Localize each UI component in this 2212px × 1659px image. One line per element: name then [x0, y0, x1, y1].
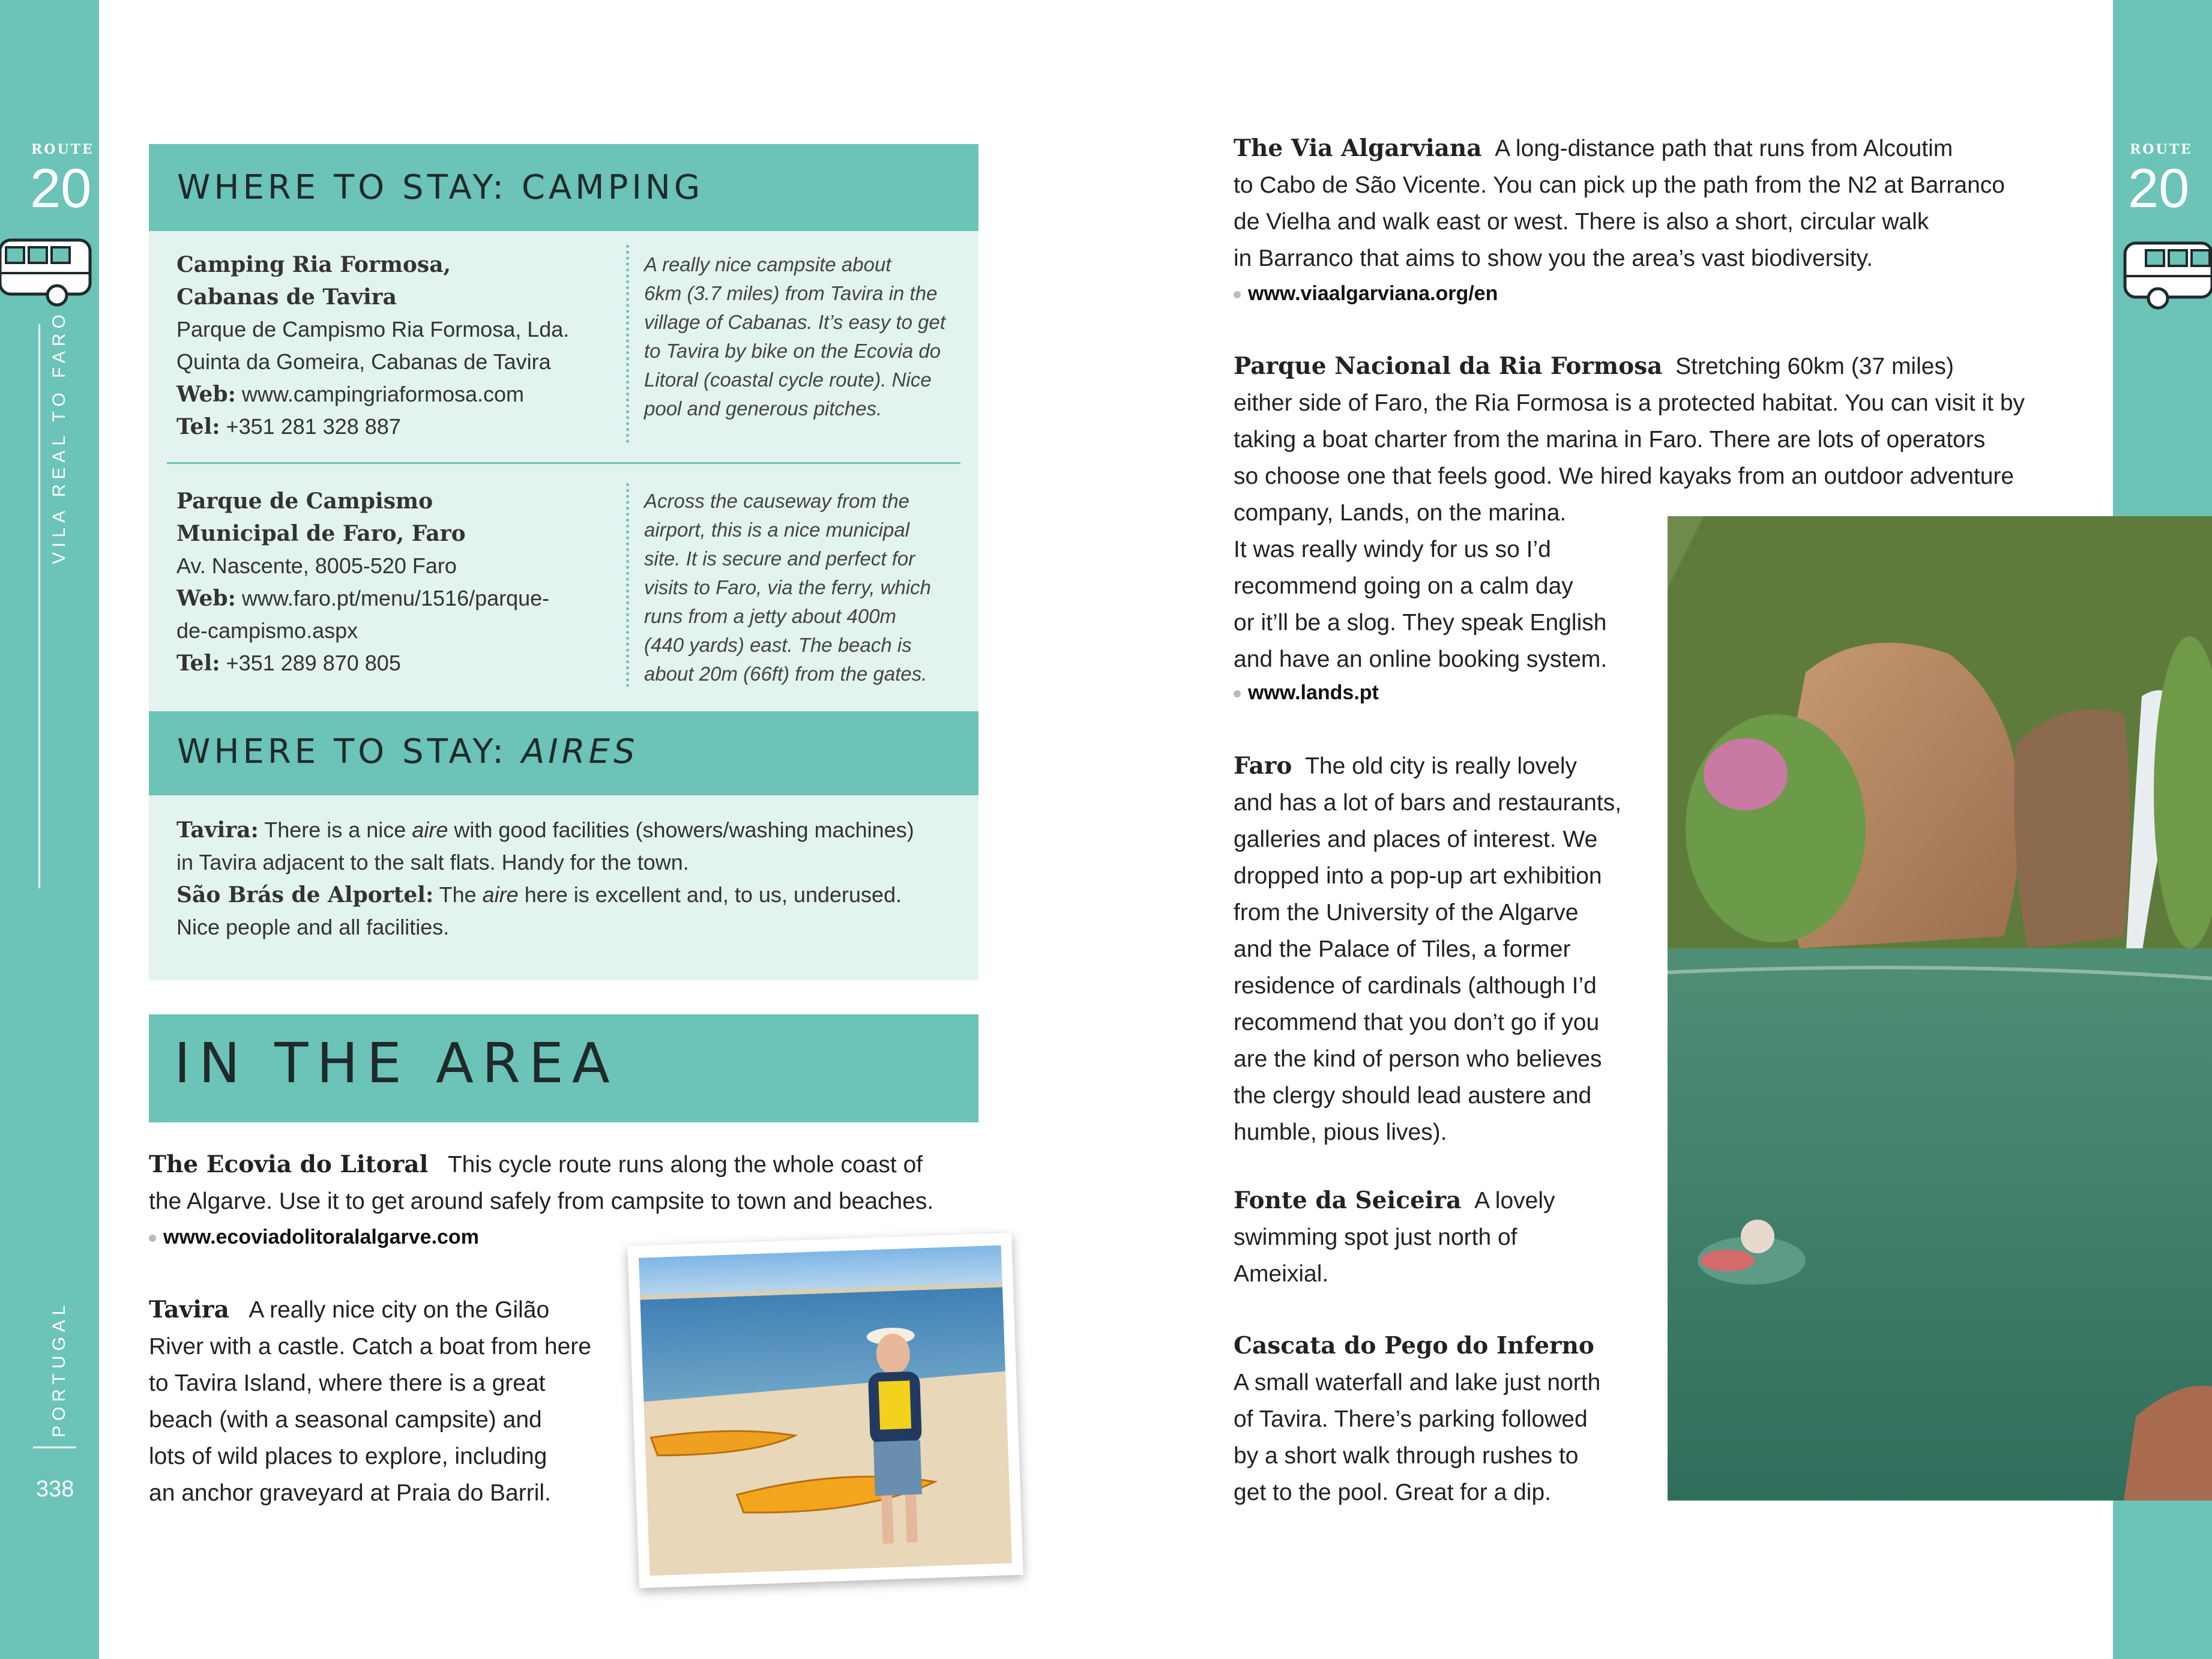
- desc-line: A really nice campsite about: [644, 253, 891, 275]
- tel-label: Tel:: [176, 414, 220, 439]
- campsite-web-cont[interactable]: de-campismo.aspx: [176, 618, 358, 643]
- entry-text: and the Palace of Tiles, a former: [1234, 936, 1571, 962]
- campsite-tel: [176, 411, 609, 443]
- section-divider: [38, 324, 40, 888]
- aire-italic: aire: [482, 882, 519, 907]
- campsite-tel: [176, 647, 609, 679]
- column-separator: [626, 245, 629, 443]
- entry-text: River with a castle. Catch a boat from here: [149, 1334, 591, 1359]
- entry-text: of Tavira. There’s parking followed: [1234, 1406, 1588, 1432]
- right-page-strip-bottom: [2113, 1525, 2212, 1659]
- entry-title: Tavira: [149, 1296, 229, 1323]
- aire-text: Nice people and all facilities.: [176, 915, 450, 939]
- entry-text: or it’ll be a slog. They speak English: [1234, 610, 1607, 636]
- campsite-name: Camping Ria Formosa,: [176, 252, 451, 277]
- aire-item: [176, 879, 969, 911]
- campsite-address: Parque de Campismo Ria Formosa, Lda.: [176, 317, 570, 342]
- tel-number: +351 281 328 887: [226, 414, 401, 439]
- via-algarviana-entry: [1234, 130, 2098, 277]
- web-label: Web:: [176, 382, 236, 407]
- entry-text: dropped into a pop-up art exhibition: [1234, 863, 1602, 889]
- entry-text: de Vielha and walk east or west. There is also a short, circular walk: [1234, 209, 1929, 235]
- desc-line: village of Cabanas. It’s easy to get: [644, 311, 946, 333]
- row-separator: [167, 462, 960, 464]
- entry-title: Faro: [1234, 752, 1292, 780]
- entry-text: in Barranco that aims to show you the area’s vast biodiversity.: [1234, 245, 1873, 271]
- tel-number: +351 289 870 805: [226, 651, 401, 675]
- route-number: 20: [30, 158, 92, 219]
- entry-text: by a short walk through rushes to: [1234, 1443, 1579, 1469]
- desc-line: (440 yards) east. The beach is: [644, 634, 912, 656]
- waterfall-photo: [1668, 516, 2212, 1501]
- entry-title: The Via Algarviana: [1234, 134, 1482, 162]
- campsite-faro: [176, 485, 609, 679]
- entry-text: This cycle route runs along the whole coast of: [447, 1152, 923, 1178]
- bullet-icon: [149, 1235, 156, 1242]
- entry-text: the clergy should lead austere and: [1234, 1083, 1592, 1109]
- entry-text: taking a boat charter from the marina in Faro. There are lots of operators: [1234, 427, 1986, 453]
- entry-text: Ameixial.: [1234, 1261, 1329, 1287]
- aire-text: with good facilities (showers/washing machines): [448, 817, 914, 842]
- route-label-right: ROUTE: [2130, 142, 2193, 157]
- entry-text: and have an online booking system.: [1234, 646, 1608, 672]
- web-url[interactable]: www.campingriaformosa.com: [241, 382, 525, 406]
- entry-text: A really nice city on the Gilão: [249, 1297, 550, 1323]
- lands-link[interactable]: [1234, 681, 1379, 705]
- entry-text: A small waterfall and lake just north: [1234, 1370, 1601, 1396]
- campsite-address: Quinta da Gomeira, Cabanas de Tavira: [176, 349, 551, 374]
- aire-text: The: [433, 882, 483, 907]
- aire-text: in Tavira adjacent to the salt flats. Handy for the town.: [176, 850, 689, 875]
- route-label: ROUTE: [31, 142, 94, 157]
- entry-text: lots of wild places to explore, including: [149, 1444, 547, 1469]
- tel-label: Tel:: [176, 651, 220, 676]
- campervan-icon: [0, 228, 99, 312]
- desc-line: to Tavira by bike on the Ecovia do: [644, 340, 941, 362]
- tavira-entry: [149, 1292, 629, 1511]
- section-title: VILA REAL TO FARO: [49, 310, 69, 564]
- entry-title: The Ecovia do Litoral: [149, 1151, 429, 1178]
- entry-text: swimming spot just north of: [1234, 1224, 1517, 1250]
- aire-name: Tavira:: [176, 817, 259, 843]
- entry-text: the Algarve. Use it to get around safely from campsite to town and beaches.: [149, 1188, 934, 1214]
- campsite-ria-formosa: [176, 248, 609, 443]
- entry-text: get to the pool. Great for a dip.: [1234, 1480, 1551, 1505]
- desc-line: visits to Faro, via the ferry, which: [644, 576, 932, 598]
- via-algarviana-link[interactable]: [1234, 282, 1498, 306]
- entry-text: are the kind of person who believes: [1234, 1046, 1602, 1072]
- ecovia-entry: [149, 1146, 1001, 1220]
- bullet-icon: [1234, 690, 1241, 697]
- campsite-name: Cabanas de Tavira: [176, 285, 397, 310]
- aire-item: [176, 814, 969, 846]
- entry-text: It was really windy for us so I’d: [1234, 537, 1551, 562]
- entry-text: from the University of the Algarve: [1234, 900, 1579, 926]
- kayak-photo: [627, 1233, 1023, 1588]
- bullet-icon: [1234, 291, 1241, 298]
- entry-text: recommend going on a calm day: [1234, 573, 1573, 599]
- faro-entry: [1234, 748, 1654, 1151]
- cascata-entry: [1234, 1328, 1654, 1511]
- campsite-description: [644, 250, 968, 423]
- campsite-name: Municipal de Faro, Faro: [176, 521, 466, 546]
- entry-text: A lovely: [1474, 1188, 1555, 1214]
- web-label: Web:: [176, 586, 236, 611]
- desc-line: site. It is secure and perfect for: [644, 547, 915, 570]
- page-number-rule: [33, 1447, 76, 1448]
- route-number-right: 20: [2128, 158, 2190, 219]
- entry-text: galleries and places of interest. We: [1234, 826, 1598, 852]
- desc-line: Litoral (coastal cycle route). Nice: [644, 369, 932, 391]
- ecovia-link[interactable]: [149, 1226, 479, 1249]
- campsite-name: Parque de Campismo: [176, 489, 433, 514]
- campsite-web: [176, 378, 609, 411]
- fonte-entry: [1234, 1182, 1654, 1292]
- entry-text: either side of Faro, the Ria Formosa is a protected habitat. You can visit it by: [1234, 390, 2025, 416]
- campsite-web: [176, 582, 609, 615]
- entry-text: company, Lands, on the marina.: [1234, 500, 1567, 526]
- area-title: IN THE AREA: [174, 1031, 618, 1095]
- entry-text: Stretching 60km (37 miles): [1675, 354, 1954, 379]
- desc-line: runs from a jetty about 400m: [644, 605, 897, 627]
- web-url[interactable]: www.faro.pt/menu/1516/parque-: [241, 586, 550, 610]
- desc-line: Across the causeway from the: [644, 490, 910, 512]
- campsite-description: [644, 487, 968, 688]
- entry-text: an anchor graveyard at Praia do Barril.: [149, 1480, 551, 1506]
- entry-title: Fonte da Seiceira: [1234, 1187, 1462, 1214]
- link-text[interactable]: www.ecoviadolitoralalgarve.com: [163, 1226, 479, 1248]
- aires-title: [177, 732, 639, 771]
- aire-italic: aire: [412, 817, 448, 842]
- camping-title: WHERE TO STAY: CAMPING: [177, 168, 704, 207]
- kayak-photo-image: [639, 1245, 1012, 1576]
- entry-text: to Cabo de São Vicente. You can pick up the path from the N2 at Barranco: [1234, 172, 2005, 198]
- campsite-address: Av. Nascente, 8005-520 Faro: [176, 553, 457, 578]
- campervan-icon-right: [2122, 231, 2212, 315]
- entry-text: so choose one that feels good. We hired kayaks from an outdoor adventure: [1234, 463, 2015, 489]
- link-text[interactable]: www.lands.pt: [1248, 681, 1379, 704]
- column-separator: [626, 483, 629, 687]
- entry-title: Cascata do Pego do Inferno: [1234, 1332, 1594, 1359]
- aires-list: [176, 814, 969, 944]
- desc-line: pool and generous pitches.: [644, 397, 882, 420]
- aire-text: There is a nice: [258, 817, 412, 842]
- entry-text: humble, pious lives).: [1234, 1119, 1447, 1145]
- entry-text: beach (with a seasonal campsite) and: [149, 1407, 542, 1433]
- entry-text: recommend that you don’t go if you: [1234, 1010, 1600, 1035]
- desc-line: about 20m (66ft) from the gates.: [644, 663, 927, 685]
- aire-text: here is excellent and, to us, underused.: [518, 882, 902, 907]
- aire-name: São Brás de Alportel:: [176, 882, 434, 908]
- entry-title: Parque Nacional da Ria Formosa: [1234, 352, 1663, 380]
- aires-title-italic: AIRES: [521, 732, 639, 771]
- desc-line: 6km (3.7 miles) from Tavira in the: [644, 282, 938, 304]
- entry-text: and has a lot of bars and restaurants,: [1234, 790, 1622, 816]
- entry-text: residence of cardinals (although I’d: [1234, 973, 1597, 999]
- entry-text: to Tavira Island, where there is a great: [149, 1370, 546, 1396]
- desc-line: airport, this is a nice municipal: [644, 519, 910, 541]
- link-text[interactable]: www.viaalgarviana.org/en: [1248, 282, 1498, 305]
- page-number: 338: [36, 1477, 74, 1502]
- entry-text: A long-distance path that runs from Alcoutim: [1495, 136, 1953, 161]
- country-label: PORTUGAL: [49, 1300, 69, 1438]
- entry-text: The old city is really lovely: [1305, 753, 1578, 779]
- aires-title-main: WHERE TO STAY:: [177, 732, 522, 771]
